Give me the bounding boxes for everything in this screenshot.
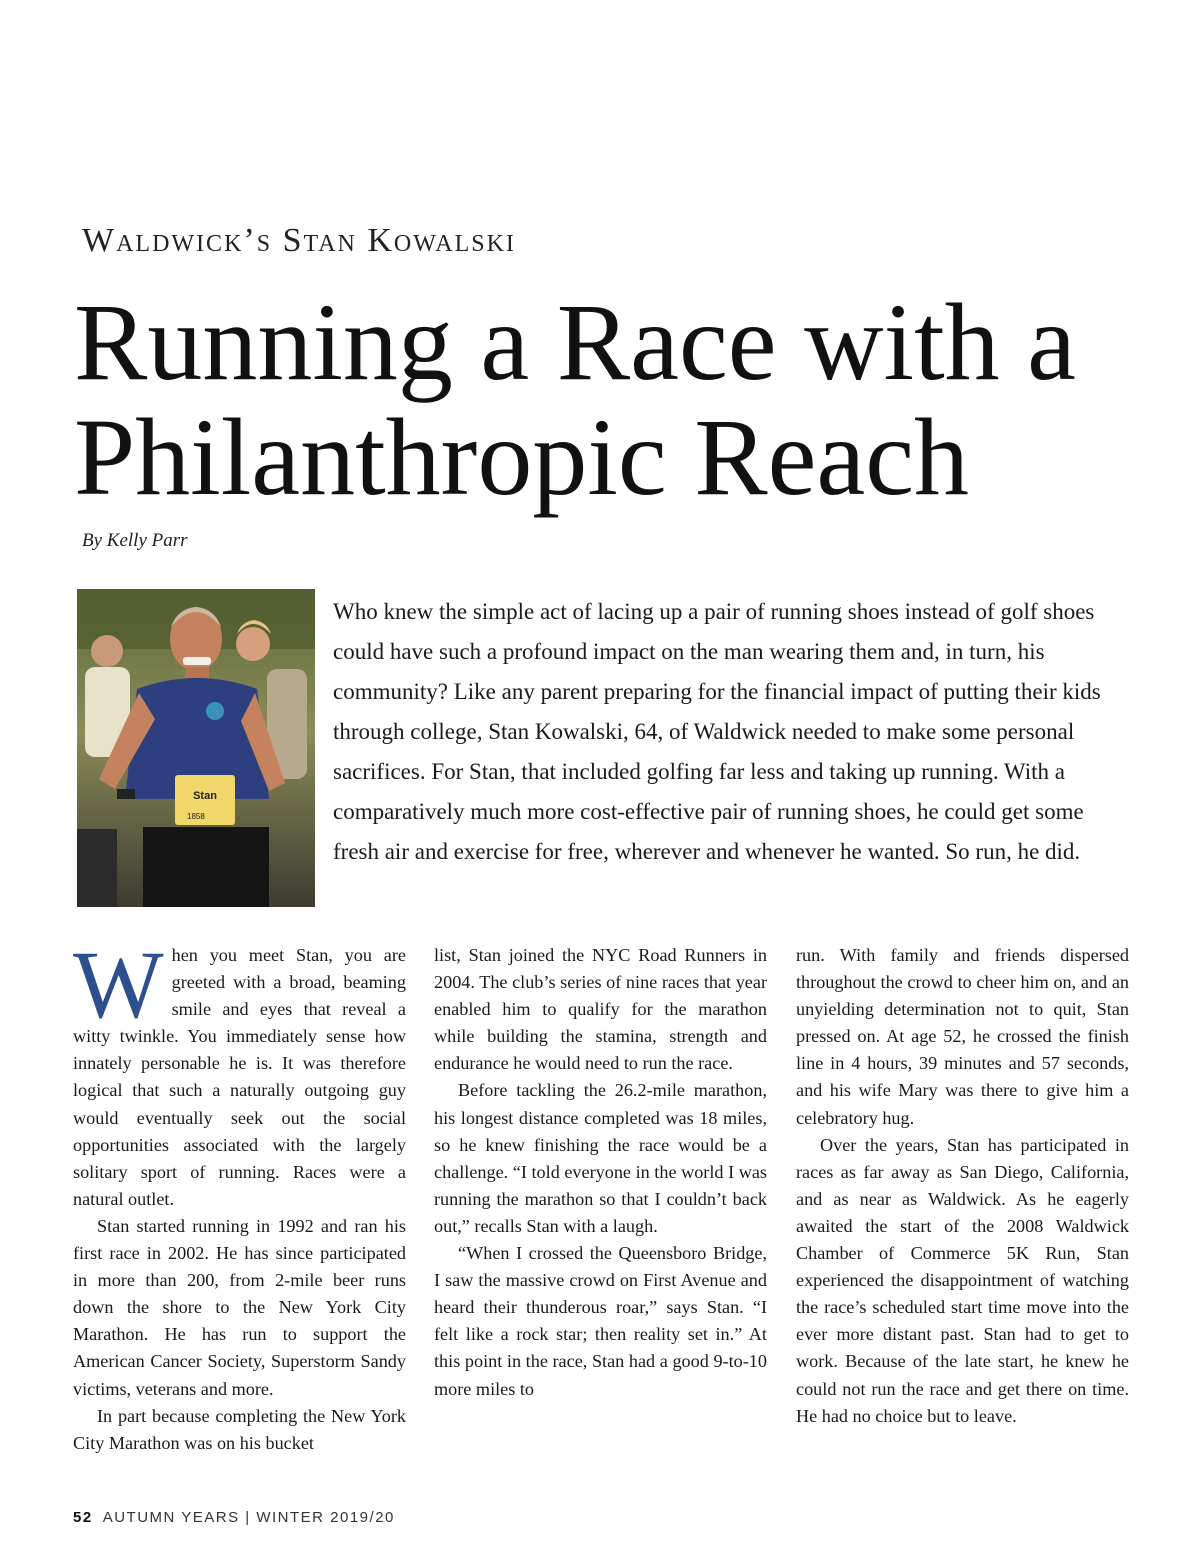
bib-number: 1858: [187, 812, 205, 821]
drop-cap: W: [73, 931, 164, 1038]
body-column-1: [73, 931, 406, 1457]
publication-info: AUTUMN YEARS | WINTER 2019/20: [102, 1509, 395, 1526]
body-paragraph: [73, 931, 406, 1213]
bib-name: Stan: [193, 790, 217, 802]
body-paragraph: run. With family and friends dispersed throughout the crowd to cheer him on, and an unyielding determination not to quit, Stan pressed on. At age 52, he crossed the finish line in 4 hours, 39 minutes and 57 seconds, and his wife Mary was there to give him a celebratory hug.: [796, 945, 1129, 1128]
body-paragraph: Before tackling the 26.2-mile marathon, his longest distance completed was 18 miles, so he knew finishing the race would be a challenge. “I told everyone in the world I was running the marathon so that I couldn’t back out,” recalls Stan with a laugh.: [434, 1080, 767, 1236]
body-paragraph: list, Stan joined the NYC Road Runners in 2004. The club’s series of nine races that year enabled him to qualify for the marathon while building the stamina, strength and endurance he would need to run the race.: [434, 945, 767, 1074]
body-paragraph: “When I crossed the Queensboro Bridge, I saw the massive crowd on First Avenue and heard their thunderous roar,” says Stan. “I felt like a rock star; then reality set in.” At this point in the race, Stan had a good 9-to-10 more miles to: [434, 1243, 767, 1399]
body-paragraph: Over the years, Stan has participated in races as far away as San Diego, California, and as near as Waldwick. As he eagerly awaited the start of the 2008 Waldwick Chamber of Commerce 5K Run, Stan experienced the disappointment of watching the race’s scheduled start time move into the ever more distant past. Stan had to get to work. Because of the late start, he knew he could not run the race and get there on time. He had no choice but to leave.: [796, 1134, 1129, 1426]
body-paragraph: In part because completing the New York City Marathon was on his bucket: [73, 1405, 406, 1453]
body-paragraph: Stan started running in 1992 and ran his first race in 2002. He has since participated in more than 200, from 2-mile beer runs down the shore to the New York City Marathon. He has run to support the American Cancer Society, Superstorm Sandy victims, veterans and more.: [73, 1215, 406, 1399]
article-kicker: Waldwick’s Stan Kowalski: [82, 222, 516, 259]
page-number: 52: [73, 1509, 93, 1526]
paragraph-text: hen you meet Stan, you are greeted with a broad, beaming smile and eyes that reveal a witty twinkle. You immediately sense how innately personable he is. It was therefore logical that such a naturally outgoing guy would eventually seek out the social opportunities associated with the largely solitary sport of running. Races were a natural outlet.: [73, 945, 406, 1209]
body-column-2: [434, 942, 767, 1403]
article-byline: By Kelly Parr: [82, 530, 188, 551]
article-intro: Who knew the simple act of lacing up a pair of running shoes instead of golf shoes could have such a profound impact on the man wearing them and, in turn, his community? Like any parent preparing for the financial impact of putting their kids through college, Stan Kowalski, 64, of Waldwick needed to make some personal sacrifices. For Stan, that included golfing far less and taking up running. With a comparatively much more cost-effective pair of running shoes, he could get some fresh air and exercise for free, wherever and whenever he wanted. So run, he did.: [333, 599, 1101, 864]
article-title: Running a Race with a Philanthropic Reach: [74, 281, 1076, 518]
body-column-3: [796, 942, 1129, 1430]
page-footer: [73, 1509, 395, 1526]
runner-photo: [77, 589, 315, 907]
